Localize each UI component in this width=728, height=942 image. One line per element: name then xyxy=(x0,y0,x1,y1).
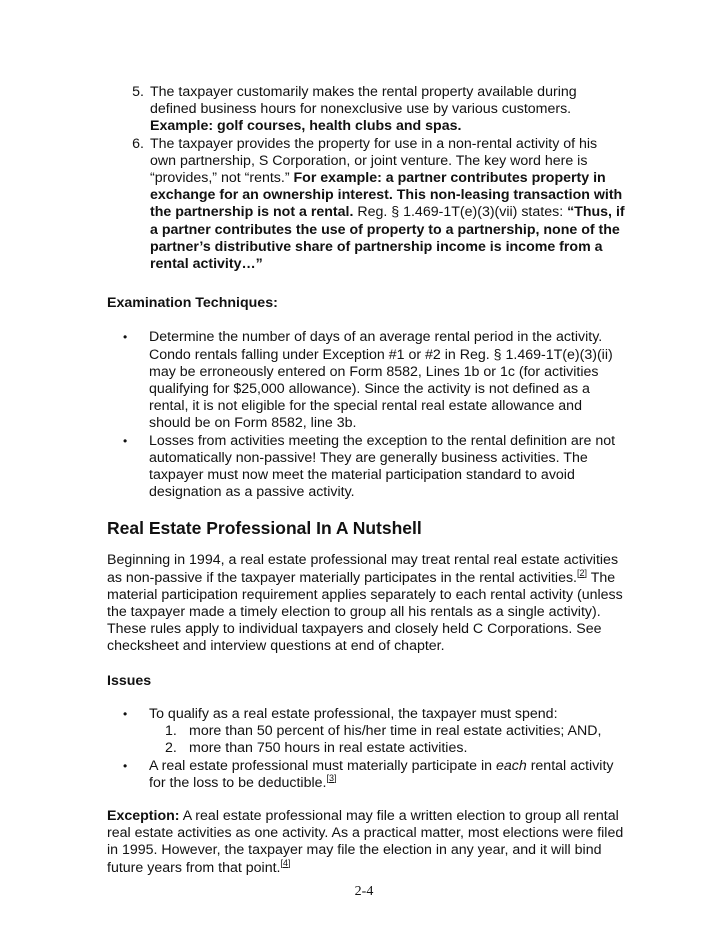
bullet-icon: • xyxy=(123,706,128,721)
sublist-number: 2. xyxy=(165,740,177,757)
exam-bullet-text: Determine the number of days of an average rental period in the activity. Condo rentals falling under Exception #1 or #2 in Reg. § 1.469-1T(e)(3)(ii) may be erroneously entered on Form 8582, Lines 1b or 1c (for activities qualifying for $25,000 allowance). Since the activity is not defined as a rental, it is not eligible for the special rental real estate allowance and should be on Form 8582, line 3b. xyxy=(149,329,613,432)
exception-text: A real estate professional may file a written election to group all rental real estate activities as one activity. As a practical matter, most elections were filed in 1995. However, the taxpayer may file the election in any year, and it will bind future years from that point. xyxy=(107,807,624,876)
issues-subitem xyxy=(165,740,627,757)
issues-bullet-text xyxy=(149,758,627,792)
footnote-ref-2[interactable]: [2] xyxy=(577,567,588,578)
exam-bullet-list xyxy=(107,329,627,501)
sublist-text: more than 50 percent of his/her time in real estate activities; AND, xyxy=(189,723,602,740)
issues-subitem xyxy=(165,723,627,740)
exam-bullet-text: Losses from activities meeting the exception to the rental definition are not automatically non-passive! They are generally business activities. The taxpayer must now meet the material participation standard to avoid designation as a passive activity. xyxy=(149,432,616,501)
page-number: 2-4 xyxy=(354,884,374,899)
bullet-icon: • xyxy=(123,330,128,345)
text-run: Reg. § 1.469-1T(e)(3)(vii) states: xyxy=(353,204,568,221)
text-run: The taxpayer customarily makes the rental property available during defined business hours for nonexclusive use by various customers. xyxy=(150,84,577,118)
section-title: Real Estate Professional In A Nutshell xyxy=(107,518,422,539)
list-item-text xyxy=(150,84,627,136)
issues-bullet-text: To qualify as a real estate professional, the taxpayer must spend: xyxy=(149,705,558,722)
list-number: 6. xyxy=(132,135,144,152)
text-run: The taxpayer provides the property for use in a non-rental activity of his own partnership, S Corporation, or joint venture. The key word here is “provides,” not “rents.” xyxy=(150,135,598,187)
document-page xyxy=(107,84,627,877)
bold-text: “Thus, if a partner contributes the use of property to a partnership, none of the partner’s distributive share of partnership income is income from a rental activity…” xyxy=(150,204,625,273)
list-number: 5. xyxy=(132,84,144,100)
bullet-icon: • xyxy=(123,433,128,448)
section-paragraph-text-2: The material participation requirement applies separately to each rental activity (unless the taxpayer made a timely election to group all his rentals as a single activity). These rules apply to individual taxpayers and closely held C Corporations. See checksheet and interview questions at end of chapter. xyxy=(107,569,623,655)
list-item-text xyxy=(150,136,627,274)
exam-bullet xyxy=(123,329,627,432)
numbered-list xyxy=(107,84,627,273)
section-paragraph-text: Beginning in 1994, a real estate professional may treat rental real estate activities as non-passive if the taxpayer materially participates in the rental activities. xyxy=(107,552,619,586)
sublist-text: more than 750 hours in real estate activities. xyxy=(189,740,468,757)
sublist-number: 1. xyxy=(165,723,177,740)
numbered-list-item xyxy=(107,136,627,274)
issues-bullet2-emphasis: each xyxy=(495,757,527,774)
issues-sublist xyxy=(107,723,627,757)
exception-paragraph xyxy=(107,808,627,877)
footnote-ref-3[interactable]: [3] xyxy=(326,772,337,783)
bold-text: For example: a partner contributes property in exchange for an ownership interest. This non-leasing transaction with the partnership is not a rental. xyxy=(150,170,623,221)
footnote-ref-4[interactable]: [4] xyxy=(280,857,291,868)
issues-heading: Issues xyxy=(107,672,152,689)
bold-text: Example: golf courses, health clubs and spas. xyxy=(150,118,462,135)
exam-bullet xyxy=(123,433,627,502)
section-paragraph xyxy=(107,552,627,655)
issues-bullet xyxy=(123,758,627,792)
issues-bullet2-before: A real estate professional must materially participate in xyxy=(149,757,496,774)
bullet-icon: • xyxy=(123,758,128,773)
exception-label: Exception: xyxy=(107,807,180,824)
issues-bullet xyxy=(123,706,627,723)
numbered-list-item xyxy=(107,84,627,136)
exam-heading: Examination Techniques: xyxy=(107,295,278,312)
issues-bullet2-after: rental activity for the loss to be deductible. xyxy=(149,757,614,791)
